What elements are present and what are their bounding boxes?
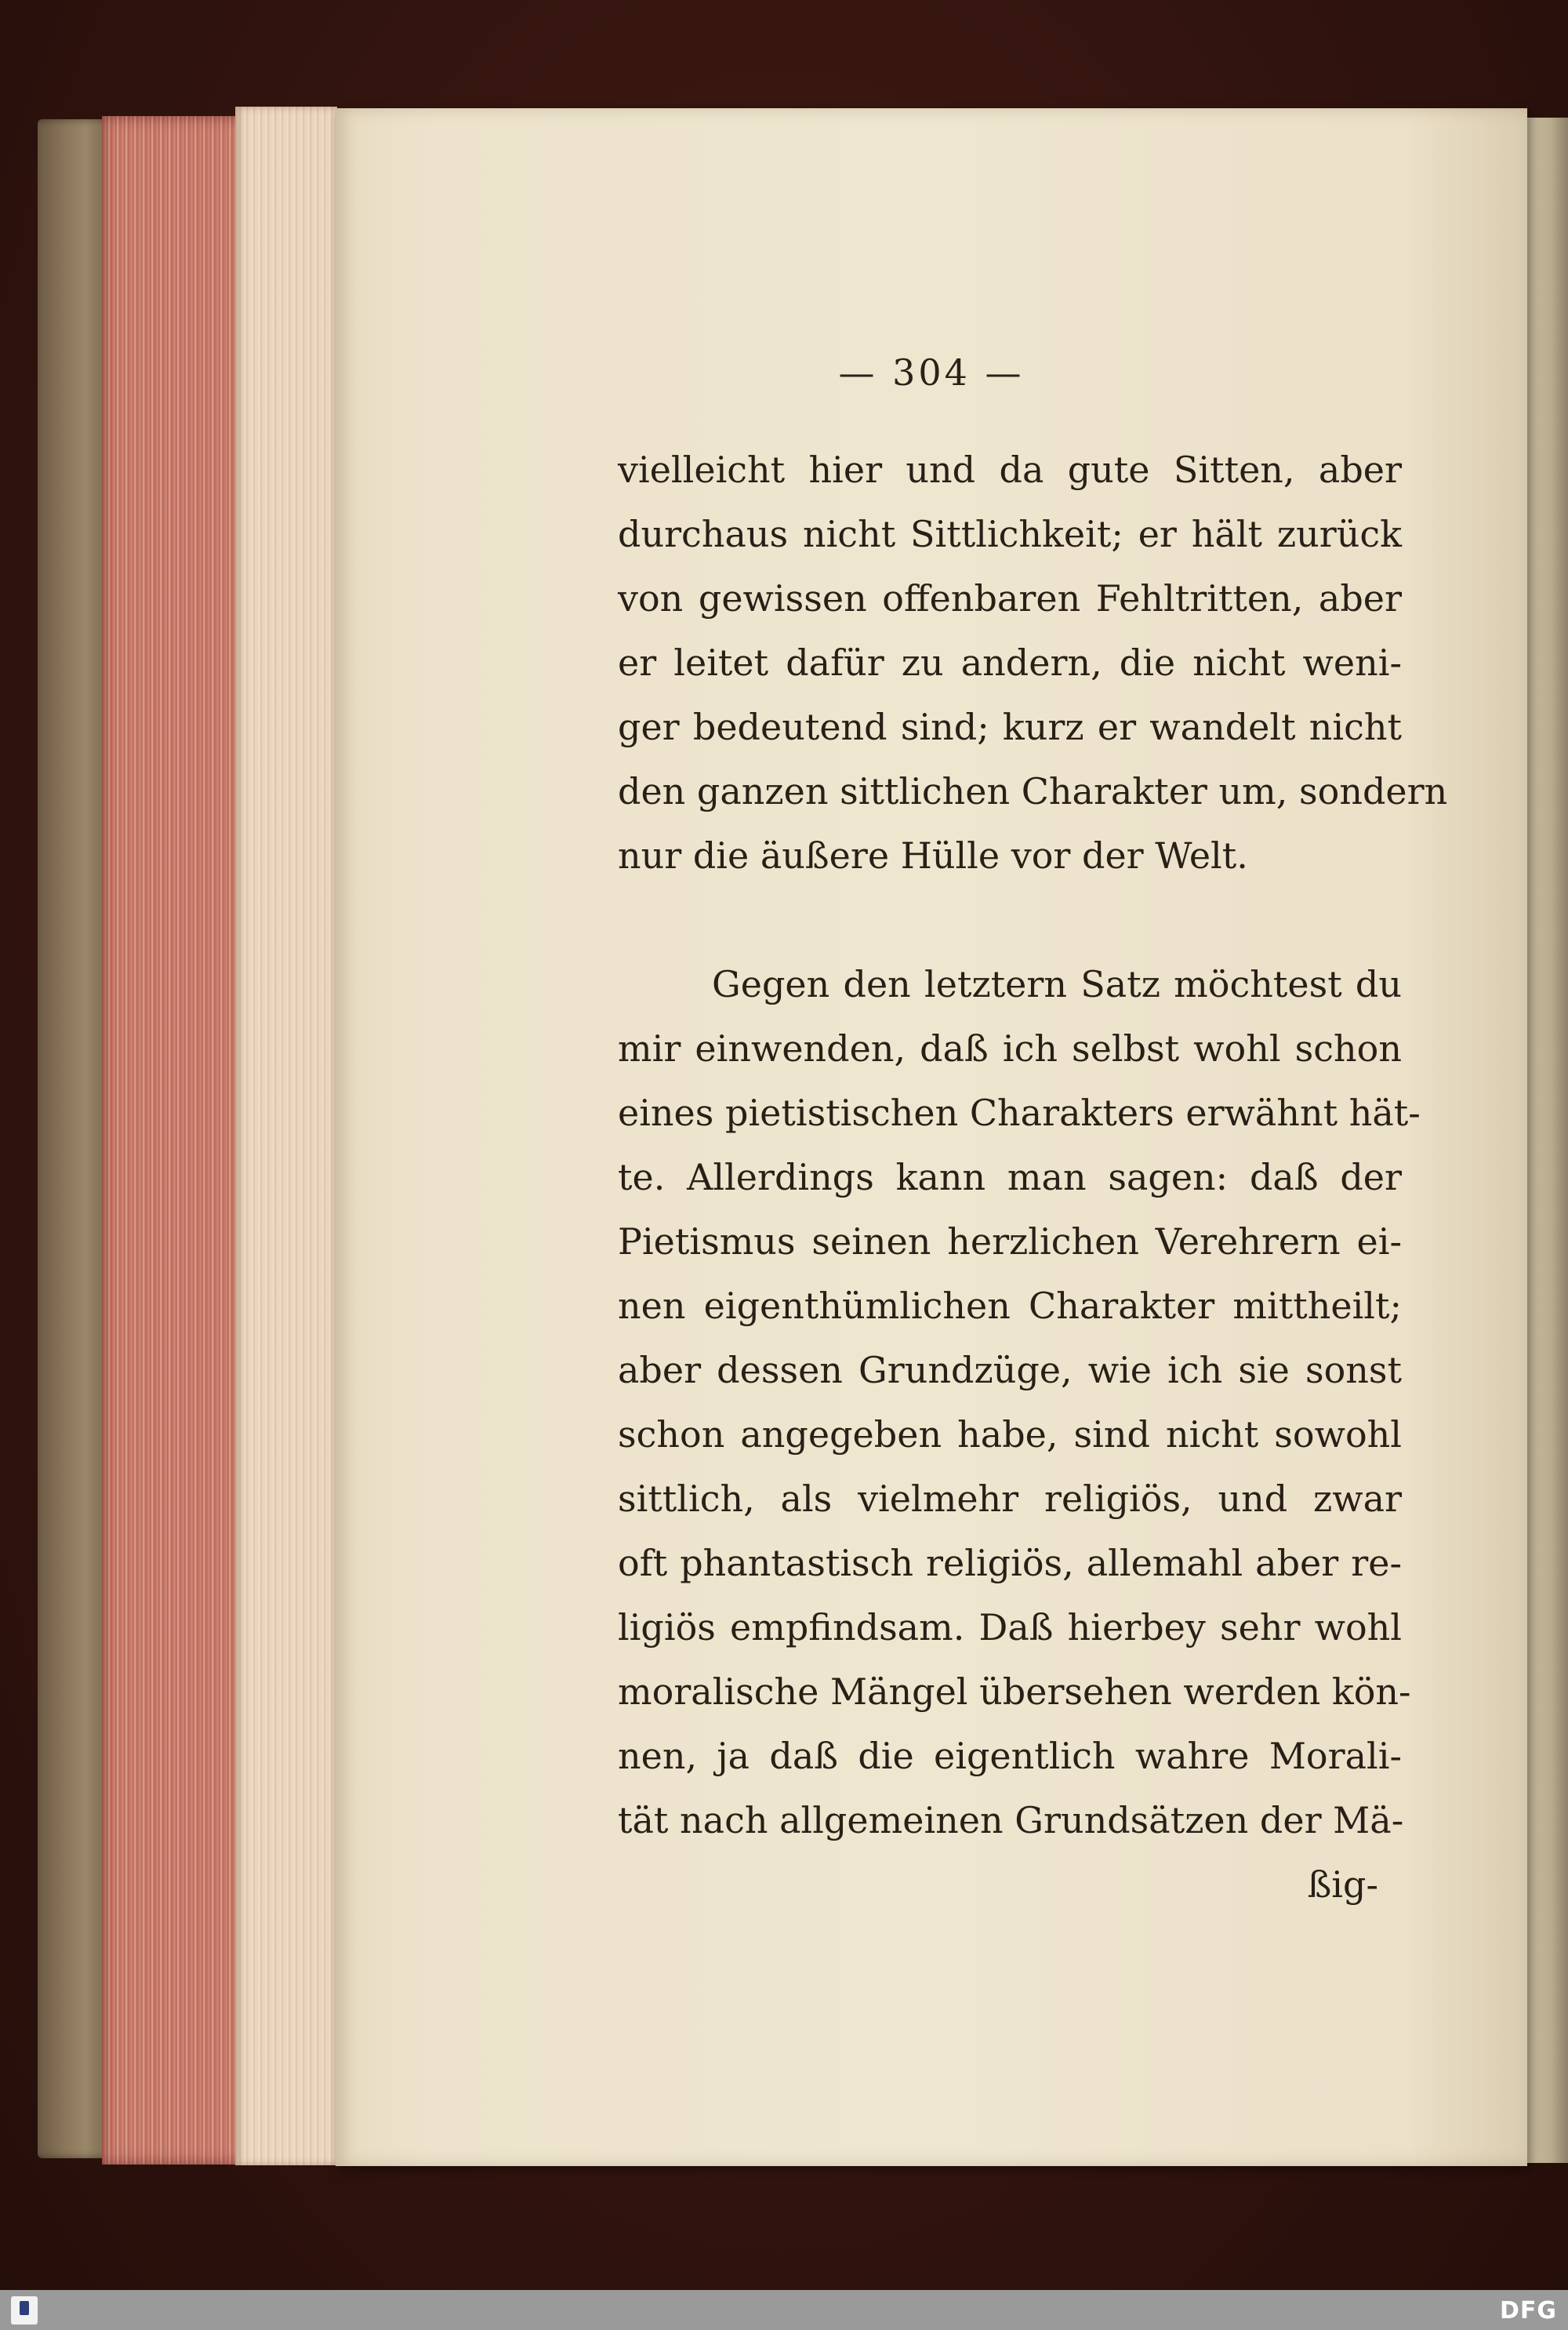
text-line-14: aber dessen Grundzüge, wie ich sie sonst (618, 1349, 1402, 1391)
text-line-18: ligiös empfindsam. Daß hierbey sehr wohl (618, 1606, 1402, 1648)
text-line-15: schon angegeben habe, sind nicht sowohl (618, 1413, 1402, 1456)
text-line-4: er leitet dafür zu andern, die nicht weni- (618, 642, 1402, 684)
page-number: — 304 — (838, 351, 1025, 394)
dfg-logo: DFG (1499, 2297, 1557, 2325)
text-line-21: tät nach allgemeinen Grundsätzen der Mä- (618, 1799, 1404, 1841)
text-line-1: vielleicht hier und da gute Sitten, aber (618, 449, 1402, 491)
catchword: ßig- (1307, 1863, 1378, 1906)
page-edges-inner (235, 107, 337, 2165)
text-line-12: Pietismus seinen herzlichen Verehrern ei- (618, 1220, 1402, 1263)
text-line-3: von gewissen offenbaren Fehltritten, aber (618, 577, 1402, 620)
text-line-17: oft phantastisch religiös, allemahl aber re- (618, 1542, 1402, 1584)
paragraph-gap (618, 888, 1402, 952)
library-logo-icon (11, 2296, 38, 2325)
text-line-16: sittlich, als vielmehr religiös, und zwar (618, 1478, 1402, 1520)
text-line-10: eines pietistischen Charakters erwähnt hät- (618, 1092, 1421, 1134)
facing-page-edge (1527, 118, 1568, 2163)
viewer-footer-bar (0, 2290, 1568, 2330)
text-line-5: ger bedeutend sind; kurz er wandelt nicht (618, 706, 1402, 748)
text-line-20: nen, ja daß die eigentlich wahre Morali- (618, 1735, 1402, 1777)
text-line-13: nen eigenthümlichen Charakter mittheilt; (618, 1285, 1402, 1327)
text-line-8: Gegen den letztern Satz möchtest du (712, 963, 1402, 1005)
text-line-19: moralische Mängel übersehen werden kön- (618, 1670, 1411, 1713)
text-line-2: durchaus nicht Sittlichkeit; er hält zurück (618, 513, 1402, 555)
text-line-6: den ganzen sittlichen Charakter um, sondern (618, 770, 1448, 812)
page-body (618, 438, 1448, 1917)
text-line-11: te. Allerdings kann man sagen: daß der (618, 1156, 1402, 1198)
text-line-9: mir einwenden, daß ich selbst wohl schon (618, 1027, 1402, 1070)
text-line-7: nur die äußere Hülle vor der Welt. (618, 834, 1248, 877)
book-page (336, 108, 1527, 2166)
